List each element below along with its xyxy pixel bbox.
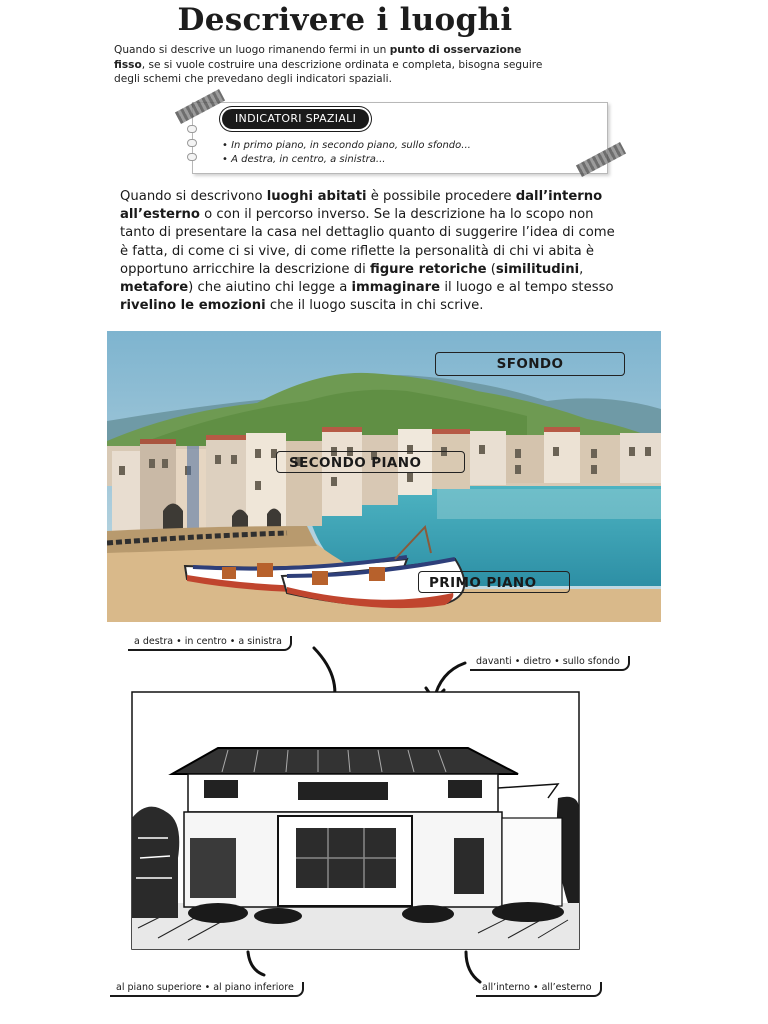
list-item: • In primo piano, in secondo piano, sullo sfondo... [222,140,471,151]
tag-destra-centro-sinistra: a destra • in centro • a sinistra [128,636,292,651]
body-paragraph: Quando si descrivono luoghi abitati è possibile procedere dall’interno all’esterno o con il percorso inverso. Se la descrizione ha lo scopo non tanto di presentare la casa nel dettaglio quanto di suggerire l’idea di come è fatta, di come ci si vive, di come riflette la personalità di chi vi abita è opportuno arricchire la descrizione di figure retoriche (similitudini, metafore) che aiutino chi legge a immaginare il luogo e al tempo stesso rivelino le emozioni che il luogo suscita in chi scrive. [120,189,615,314]
house-illustration [128,688,583,953]
arrow-curve-icon [466,952,480,982]
list-item: • A destra, in centro, a sinistra... [222,154,386,165]
indicatori-label: INDICATORI SPAZIALI [222,109,369,129]
arrow-curve-icon [248,952,264,975]
label-secondo-piano: SECONDO PIANO [276,451,465,473]
tag-interno-esterno: all’interno • all’esterno [476,982,602,997]
label-sfondo: SFONDO [435,352,625,376]
tag-piano-superiore-inferiore: al piano superiore • al piano inferiore [110,982,304,997]
tag-davanti-dietro-sfondo: davanti • dietro • sullo sfondo [470,656,630,671]
intro-paragraph: Quando si descrive un luogo rimanendo fermi in un punto di osservazione fisso, se si vuole costruire una descrizione ordinata e completa, bisogna seguire degli schemi che prevedano degli indicatori spaziali. [114,44,543,85]
label-primo-piano: PRIMO PIANO [418,571,570,593]
page-title: Descrivere i luoghi [177,2,513,38]
